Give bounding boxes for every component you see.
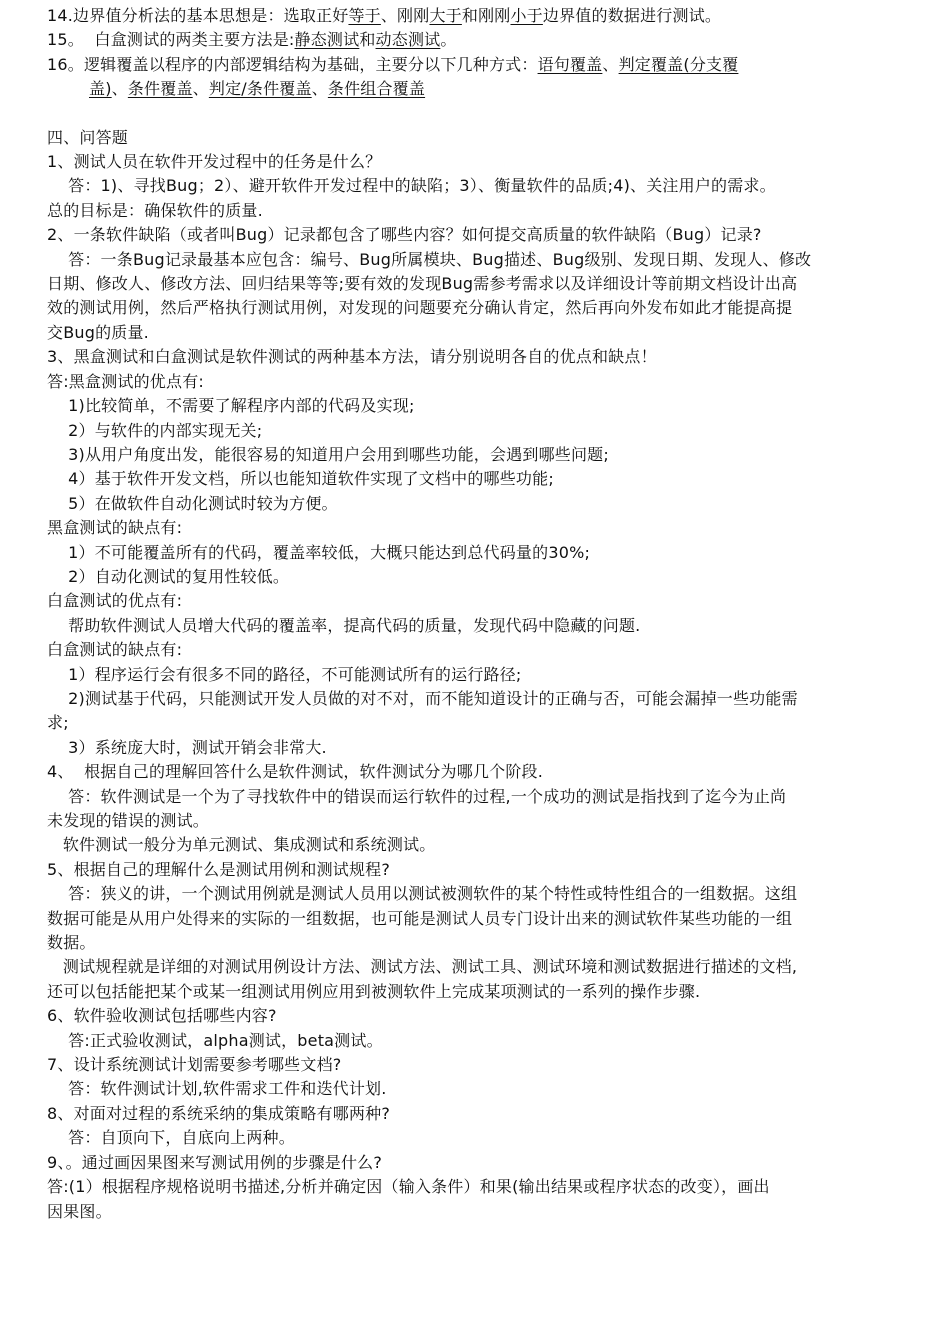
q16-answer-5: 条件组合覆盖 — [327, 79, 426, 99]
text-line: 1)比较简单，不需要了解程序内部的代码及实现; — [47, 396, 415, 416]
q14-answer-2: 大于 — [429, 6, 462, 25]
text-line: 答：一条Bug记录最基本应包含：编号、Bug所属模块、Bug描述、Bug级别、发现日期、发现人、修改 — [47, 249, 812, 269]
text-line: 未发现的错误的测试。 — [47, 811, 210, 830]
text-line: 5、根据自己的理解什么是测试用例和测试规程? — [47, 859, 391, 879]
text-line: 数据可能是从用户处得来的实际的一组数据，也可能是测试人员专门设计出来的测试软件某些功能的一组 — [47, 908, 793, 928]
text-line: 求; — [47, 713, 69, 733]
text-line: 4、 根据自己的理解回答什么是软件测试，软件测试分为哪几个阶段. — [47, 762, 544, 782]
text-line: 7、设计系统测试计划需要参考哪些文档? — [47, 1055, 342, 1075]
text-line: 8、对面对过程的系统采纳的集成策略有哪两种? — [47, 1103, 391, 1123]
section-heading: 四、问答题 — [47, 127, 129, 147]
text-line: 2）自动化测试的复用性较低。 — [47, 566, 290, 586]
q14-answer-1: 等于 — [348, 6, 381, 25]
blank-line — [47, 102, 906, 126]
q14-text-4: 边界值的数据进行测试。 — [542, 6, 722, 25]
text-line: 3）系统庞大时，测试开销会非常大. — [47, 737, 327, 757]
text-line: 因果图。 — [47, 1201, 112, 1221]
q16-answer-2: 判定覆盖(分支覆 — [618, 54, 739, 74]
text-line: 软件测试一般分为单元测试、集成测试和系统测试。 — [47, 835, 436, 855]
fill-in-q16-cont — [47, 77, 906, 101]
q16-sep-4: 、 — [311, 79, 328, 99]
q16-sep-1: 、 — [602, 54, 619, 74]
text-line: 2、一条软件缺陷（或者叫Bug）记录都包含了哪些内容？如何提交高质量的软件缺陷（Bug）记录? — [47, 225, 762, 245]
q14-text: 14.边界值分析法的基本思想是：选取正好 — [47, 6, 349, 25]
q16-answer-2-cont: 盖) — [89, 79, 112, 99]
text-line: 还可以包括能把某个或某一组测试用例应用到被测软件上完成某项测试的一系列的操作步骤. — [47, 981, 701, 1001]
q16-sep-3: 、 — [192, 79, 209, 99]
text-line: 2）与软件的内部实现无关; — [47, 420, 263, 440]
text-line: 交Bug的质量. — [47, 322, 149, 342]
text-line: 白盒测试的优点有: — [47, 591, 183, 611]
text-line: 答：自顶向下，自底向上两种。 — [47, 1128, 295, 1148]
text-line: 日期、修改人、修改方法、回归结果等等;要有效的发现Bug需参考需求以及详细设计等前期文档设计出高 — [47, 274, 798, 294]
qa-body — [47, 150, 906, 1224]
text-line: 答：软件测试是一个为了寻找软件中的错误而运行软件的过程,一个成功的测试是指找到了迄今为止尚 — [47, 786, 787, 806]
q14-answer-3: 小于 — [510, 6, 543, 25]
q16-sep-2: 、 — [111, 79, 128, 99]
q16-answer-4: 判定/条件覆盖 — [208, 79, 312, 99]
text-line: 白盒测试的缺点有: — [47, 640, 183, 660]
q16-answer-3: 条件覆盖 — [127, 79, 193, 99]
text-line: 效的测试用例，然后严格执行测试用例，对发现的问题要充分确认肯定，然后再向外发布如此才能提高提 — [47, 298, 793, 318]
q14-text-3: 和刚刚 — [461, 6, 511, 25]
fill-in-q15 — [47, 28, 906, 52]
text-line: 总的目标是：确保软件的质量. — [47, 200, 263, 220]
q15-text-3: 。 — [440, 30, 457, 50]
q15-text-2: 和 — [359, 30, 376, 50]
q16-text: 16。逻辑覆盖以程序的内部逻辑结构为基础，主要分以下几种方式： — [47, 54, 538, 74]
text-line: 1）程序运行会有很多不同的路径，不可能测试所有的运行路径; — [47, 664, 522, 684]
q16-answer-1: 语句覆盖 — [537, 54, 603, 74]
text-line: 答：软件测试计划,软件需求工件和迭代计划. — [47, 1079, 387, 1099]
text-line: 答:黑盒测试的优点有: — [47, 371, 204, 391]
text-line: 3)从用户角度出发，能很容易的知道用户会用到哪些功能，会遇到哪些问题; — [47, 444, 609, 464]
text-line: 2)测试基于代码，只能测试开发人员做的对不对，而不能知道设计的正确与否，可能会漏掉一些功能需 — [47, 688, 798, 708]
q15-answer-2: 动态测试 — [375, 30, 441, 50]
text-line: 测试规程就是详细的对测试用例设计方法、测试方法、测试工具、测试环境和测试数据进行描述的文档, — [47, 957, 798, 977]
q14-text-2: 、刚刚 — [380, 6, 430, 25]
text-line: 1）不可能覆盖所有的代码，覆盖率较低，大概只能达到总代码量的30%; — [47, 542, 591, 562]
text-line: 9、。通过画因果图来写测试用例的步骤是什么? — [47, 1152, 383, 1172]
text-line: 答：狭义的讲，一个测试用例就是测试人员用以测试被测软件的某个特性或特性组合的一组数据。这组 — [47, 884, 798, 904]
text-line: 答:(1）根据程序规格说明书描述,分析并确定因（输入条件）和果(输出结果或程序状态的改变），画出 — [47, 1177, 770, 1197]
fill-in-q16 — [47, 53, 906, 77]
text-line: 答：1)、寻找Bug；2）、避开软件开发过程中的缺陷；3）、衡量软件的品质;4)、关注用户的需求。 — [47, 176, 776, 196]
q15-text: 15。 白盒测试的两类主要方法是: — [47, 30, 295, 50]
text-line: 黑盒测试的缺点有: — [47, 518, 183, 538]
fill-in-q14 — [47, 4, 906, 28]
q15-answer-1: 静态测试 — [294, 30, 360, 50]
text-line: 4）基于软件开发文档，所以也能知道软件实现了文档中的哪些功能; — [47, 469, 554, 489]
text-line: 帮助软件测试人员增大代码的覆盖率，提高代码的质量，发现代码中隐藏的问题. — [47, 615, 641, 635]
text-line: 6、软件验收测试包括哪些内容? — [47, 1006, 277, 1026]
text-line: 5）在做软件自动化测试时较为方便。 — [47, 493, 338, 513]
text-line: 3、黑盒测试和白盒测试是软件测试的两种基本方法，请分别说明各自的优点和缺点！ — [47, 347, 657, 367]
text-line: 数据。 — [47, 933, 96, 953]
text-line: 1、测试人员在软件开发过程中的任务是什么？ — [47, 152, 382, 172]
text-line: 答:正式验收测试，alpha测试，beta测试。 — [47, 1030, 383, 1050]
